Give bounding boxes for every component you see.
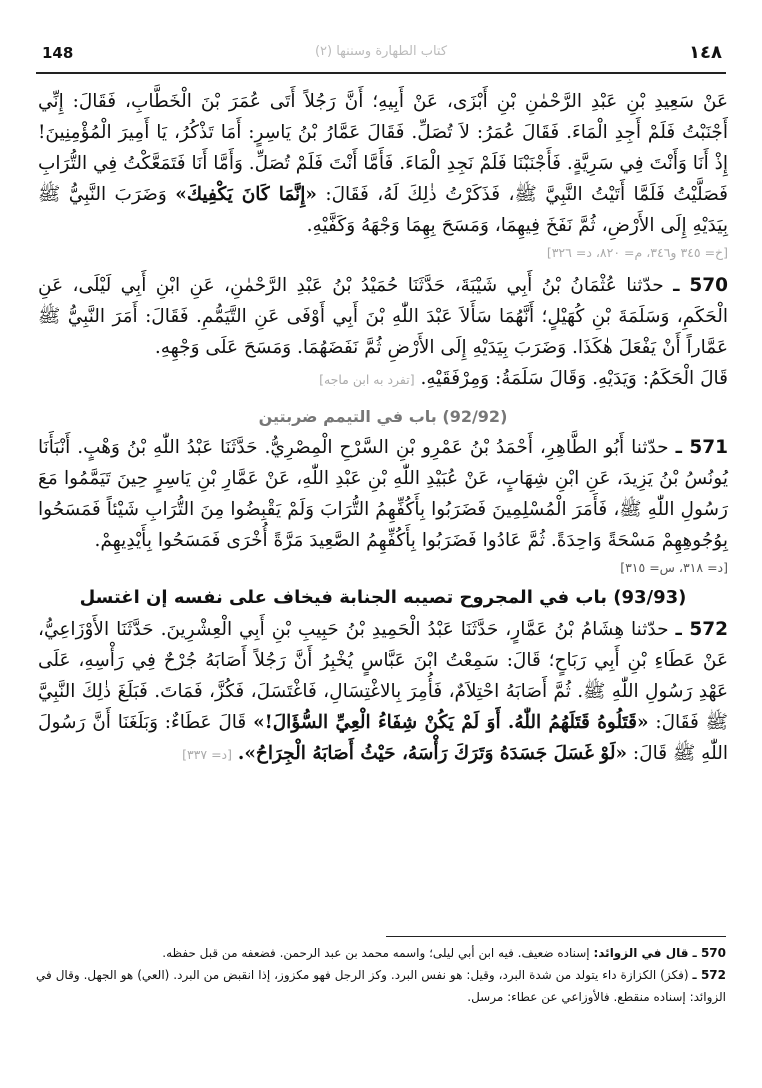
page-body xyxy=(38,86,728,770)
chapter-heading-93: (93/93) باب في المجروح تصيبه الجنابة فيخاف على نفسه إن اغتسل xyxy=(79,587,687,608)
footnote-572 xyxy=(36,964,726,1008)
page-number-arabic: ١٤٨ xyxy=(689,42,722,63)
chapter-heading-92: (92/92) باب في التيمم ضربتين xyxy=(258,407,508,426)
cross-reference: [د= ٣٣٧] xyxy=(182,747,232,762)
footnote-divider xyxy=(386,936,726,937)
hadith-text: حدّثنا عُثْمَانُ بْنُ أَبِي شَيْبَةَ، حَدَّثَنَا حُمَيْدُ بْنُ عَبْدِ الرَّحْمٰنِ، عَنِ ابْنِ أَبِي لَيْلَى، عَنِ الْحَكَمِ، وَسَلَمَةَ بْنِ كُهَيْلٍ؛ أَنَّهُمَا سَأَلاَ عَبْدَ اللّٰهِ بْنَ أَبِي أَوْفَى عَنِ التَّيَمُّمِ. فَقَالَ: أَمَرَ النَّبِيُّ ﷺ عَمَّاراً أَنْ يَفْعَلَ هٰكَذَا. وَضَرَبَ بِيَدَيْهِ إِلَى الأَرْضِ ثُمَّ نَفَضَهُمَا. وَمَسَحَ عَلَى وَجْهِهِ. xyxy=(38,275,728,358)
cross-reference: [خ= ٣٤٥ و٣٤٦، م= ٨٢٠، د= ٣٢٦] xyxy=(546,245,728,260)
hadith-text-continued: وَضَرَبَ النَّبِيُّ ﷺ بِيَدَيْهِ إِلَى الأَرْضِ، ثُمَّ نَفَخَ فِيهِمَا، وَمَسَحَ بِهِمَا وَجْهَهُ وَكَفَّيْهِ. xyxy=(38,184,728,236)
hadith-572 xyxy=(38,614,728,770)
hadith-text: حدّثنا أَبُو الطَّاهِرِ، أَحْمَدُ بْنُ عَمْرِو بْنِ السَّرْحِ الْمِصْرِيُّ. حَدَّثَنَا عَبْدُ اللّٰهِ بْنُ وَهْبٍ. أَنْبَأَنَا يُونُسُ بْنُ يَزِيدَ، عَنِ ابْنِ شِهَابٍ، عَنْ عُبَيْدِ اللّٰهِ بْنِ عَبْدِ اللّٰهِ، عَنْ عَمَّارِ بْنِ يَاسِرٍ حِينَ تَيَمَّمُوا مَعَ رَسُولِ اللّٰهِ ﷺ، فَأَمَرَ الْمُسْلِمِينَ فَضَرَبُوا بِأَكُفِّهِمُ التُّرَابَ وَلَمْ يَقْبِضُوا مِنَ التُّرَابِ شَيْئاً فَمَسَحُوا بِوُجُوهِهِمْ مَسْحَةً وَاحِدَةً. ثُمَّ عَادُوا فَضَرَبُوا بِأَكُفِّهِمُ الصَّعِيدَ مَرَّةً أُخْرَى فَمَسَحُوا بِأَيْدِيهِمْ. xyxy=(38,437,728,551)
footnote-text: (فكز) الكزازة داء يتولد من شدة البرد، وقيل: هو نفس البرد. وكز الرجل فهو مكزوز، إذا انقبض من البرد. (العي) هو الجهل. وقال في الزوائد: إسناده منقطع. فالأوزاعي عن عطاء: مرسل. xyxy=(36,968,726,1004)
footnote-text: إسناده ضعيف. فيه ابن أبي ليلى؛ واسمه محمد بن عبد الرحمن. فضعفه من قبل حفظه. xyxy=(162,946,590,960)
running-title: (٢) كتاب الطهارة وسننها xyxy=(314,44,448,59)
footnote-570 xyxy=(36,942,726,964)
footnote-label: 570 ـ قال في الزوائد: xyxy=(593,946,726,960)
hadith-569-continuation xyxy=(38,86,728,241)
cross-reference: [تفرد به ابن ماجه] xyxy=(319,372,415,387)
prophetic-quote: «إِنَّمَا كَانَ يَكْفِيكَ» xyxy=(175,184,317,205)
hadith-570 xyxy=(38,270,728,363)
hadith-text: حدّثنا هِشَامُ بْنُ عَمَّارٍ، حَدَّثَنَا عَبْدُ الْحَمِيدِ بْنُ حَبِيبِ بْنِ أَبِي الْعِشْرِينَ. حَدَّثَنَا الأَوْزَاعِيُّ، عَنْ عَطَاءِ بْنِ أَبِي رَبَاحٍ؛ قَالَ: سَمِعْتُ ابْنَ عَبَّاسٍ يُخْبِرُ أَنَّ رَجُلاً أَصَابَهُ جُرْحٌ فِي رَأْسِهِ، عَلَى عَهْدِ رَسُولِ اللّٰهِ ﷺ. ثُمَّ أَصَابَهُ احْتِلاَمٌ، فَأُمِرَ بِالاغْتِسَالِ، فَاغْتَسَلَ، فَكُزَّ، فَمَاتَ. فَبَلَغَ ذٰلِكَ النَّبِيَّ ﷺ فَقَالَ: xyxy=(38,619,728,733)
hadith-number: 571 ـ xyxy=(675,437,728,458)
hadith-text-continued: قَالَ الْحَكَمُ: وَيَدَيْهِ. وَقَالَ سَلَمَةُ: وَمِرْفَقَيْهِ. xyxy=(420,368,728,389)
hadith-text: عَنْ سَعِيدِ بْنِ عَبْدِ الرَّحْمٰنِ بْنِ أَبْزَى، عَنْ أَبِيهِ؛ أَنَّ رَجُلاً أَتَى عُمَرَ بْنَ الْخَطَّابِ، فَقَالَ: إِنِّي أَجْنَبْتُ فَلَمْ أَجِدِ الْمَاءَ. فَقَالَ عُمَرُ: لاَ تُصَلِّ. فَقَالَ عَمَّارُ بْنُ يَاسِرٍ: أَمَا تَذْكُرُ، يَا أَمِيرَ الْمُؤْمِنِينَ! إِذْ أَنَا وَأَنْتَ فِي سَرِيَّةٍ. فَأَجْنَبْنَا فَلَمْ نَجِدِ الْمَاءَ. فَأَمَّا أَنْتَ فَلَمْ تُصَلِّ. وَأَمَّا أَنَا فَتَمَعَّكْتُ فِي التُّرَابِ فَصَلَّيْتُ فَلَمَّا أَتَيْتُ النَّبِيَّ ﷺ، فَذَكَرْتُ ذٰلِكَ لَهُ، فَقَالَ: xyxy=(38,91,728,205)
cross-reference: [د= ٣١٨، س= ٣١٥] xyxy=(620,560,728,575)
hadith-number: 572 ـ xyxy=(675,619,729,640)
prophetic-quote: «قَتَلُوهُ قَتَلَهُمُ اللّٰهُ. أَوَ لَمْ يَكُنْ شِفَاءُ الْعِيِّ السُّؤَالَ!» xyxy=(253,712,649,733)
footnote-label: 572 ـ xyxy=(692,968,726,982)
hadith-number: 570 ـ xyxy=(673,275,728,296)
hadith-570-note xyxy=(38,363,728,395)
prophetic-quote-2: «لَوْ غَسَلَ جَسَدَهُ وَتَرَكَ رَأْسَهُ، حَيْثُ أَصَابَهُ الْجِرَاحُ». xyxy=(237,743,628,764)
hadith-571 xyxy=(38,432,728,556)
page-number-latin: 148 xyxy=(42,44,74,62)
hadith-text-continued: قَالَ عَطَاءٌ: وَبَلَغَنَا أَنَّ رَسُولَ اللّٰهِ ﷺ قَالَ: xyxy=(38,712,728,764)
page-header xyxy=(36,36,726,74)
footnotes xyxy=(36,942,726,1008)
